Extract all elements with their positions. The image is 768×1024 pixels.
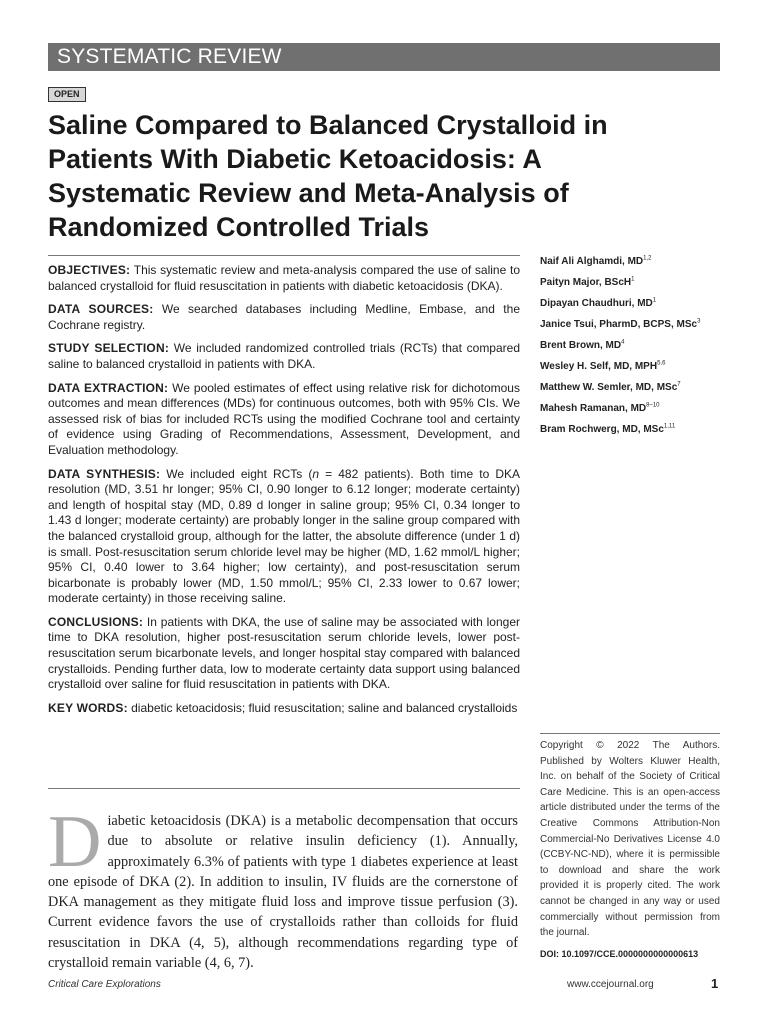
author-name: Paityn Major, BScH xyxy=(540,277,632,288)
article-title: Saline Compared to Balanced Crystalloid in Patients With Diabetic Ketoacidosis: A Systematic Review and Meta-Analysis of Randomized Controlled Trials xyxy=(48,110,608,242)
abstract-data-sources xyxy=(48,302,520,333)
author-affiliation: 1 xyxy=(631,276,635,283)
abstract-study-selection xyxy=(48,341,520,372)
section-banner xyxy=(48,43,720,71)
abstract-top-rule xyxy=(48,255,520,256)
abstract-objectives xyxy=(48,263,520,294)
author-affiliation: 1 xyxy=(652,297,657,304)
conclusions-text: In patients with DKA, the use of saline may be associated with longer time to DKA resolution, higher post-resuscitation serum chloride levels, lower post-resuscitation serum bicarbonate levels, and longer hospital stay compared with balanced crystalloids. Pending further data, low to moderate certainty data support using balanced crystalloid over saline for fluid resuscitation in patients with DKA. xyxy=(48,614,520,692)
data-synthesis-text-b: = 482 patients). Both time to DKA resolution (MD, 3.51 hr longer; 95% CI, 0.90 longer to 6.12 longer; moderate certainty) and length of hospital stay (MD, 0.89 d longer in saline group; 95% CI, 0.34 longer to 1.43 d longer; moderate certainty) are probably longer in the saline group compared with the balanced crystalloid group, although for the latter, the absolute difference (under 1 d) is small. Post-resuscitation serum chloride level may be higher (MD, 1.62 mmol/L higher; 95% CI, 0.40 lower to 3.64 higher; low certainty), and post-resuscitation serum bicarbonate is probably lower (MD, 1.50 mmol/L; 95% CI, 2.33 lower to 0.67 lower; moderate certainty) in those receiving saline. xyxy=(48,466,520,606)
data-extraction-text: We pooled estimates of effect using relative risk for dichotomous outcomes and mean differences (MDs) for continuous outcomes, both with 95% CIs. We assessed risk of bias for included RCTs using the modified Cochrane tool and certainty of evidence using Grading of Recommendations, Assessment, Development, and Evaluation methodology. xyxy=(48,380,520,457)
author-name: Dipayan Chaudhuri, MD xyxy=(540,298,653,309)
data-synthesis-text-a: We included eight RCTs ( xyxy=(160,466,313,481)
author-item xyxy=(540,377,730,398)
study-selection-text: We included randomized controlled trials (RCTs) that compared saline to balanced crystalloid in patients with DKA. xyxy=(48,341,521,371)
abstract-key-words xyxy=(48,701,520,717)
author-name: Matthew W. Semler, MD, MSc xyxy=(540,382,678,393)
author-list xyxy=(540,251,730,440)
abstract xyxy=(48,263,520,724)
journal-url[interactable]: www.ccejournal.org xyxy=(567,979,654,990)
conclusions-label: CONCLUSIONS: xyxy=(48,614,144,629)
page-number: 1 xyxy=(711,976,719,991)
section-label: SYSTEMATIC REVIEW xyxy=(57,45,282,68)
intro-paragraph xyxy=(48,801,518,973)
journal-name: Critical Care Explorations xyxy=(48,979,161,990)
author-name: Wesley H. Self, MD, MPH xyxy=(540,361,658,372)
objectives-label: OBJECTIVES: xyxy=(48,263,131,277)
data-extraction-label: DATA EXTRACTION: xyxy=(48,380,169,395)
key-words-text: diabetic ketoacidosis; fluid resuscitation; saline and balanced crystalloids xyxy=(127,700,518,715)
abstract-conclusions xyxy=(48,615,520,693)
author-affiliation: 1,11 xyxy=(663,423,676,430)
author-name: Brent Brown, MD xyxy=(540,340,622,351)
author-affiliation: 4 xyxy=(621,339,625,346)
author-item xyxy=(540,356,730,377)
author-name: Bram Rochwerg, MD, MSc xyxy=(540,424,664,435)
author-item xyxy=(540,272,730,293)
author-item xyxy=(540,398,730,419)
abstract-bottom-rule xyxy=(48,788,520,789)
doi-link[interactable]: DOI: 10.1097/CCE.0000000000000613 xyxy=(540,949,699,959)
abstract-data-extraction xyxy=(48,381,520,459)
author-affiliation: 5,6 xyxy=(657,360,666,367)
data-synthesis-label: DATA SYNTHESIS: xyxy=(48,466,161,481)
author-item xyxy=(540,419,730,440)
author-affiliation: 3 xyxy=(697,318,701,325)
key-words-label: KEY WORDS: xyxy=(48,700,128,715)
copyright-top-rule xyxy=(540,733,720,734)
author-affiliation: 8–10 xyxy=(646,402,660,409)
drop-cap: D xyxy=(48,801,102,883)
author-name: Janice Tsui, PharmD, BCPS, MSc xyxy=(540,319,698,330)
author-item xyxy=(540,251,730,272)
sample-size-symbol: n xyxy=(312,466,320,481)
objectives-text: This systematic review and meta-analysis compared the use of saline to balanced crystalloid for fluid resuscitation in patients with diabetic ketoacidosis (DKA). xyxy=(48,263,520,293)
author-item xyxy=(540,293,730,314)
data-sources-text: We searched databases including Medline, Embase, and the Cochrane registry. xyxy=(48,302,520,332)
abstract-data-synthesis xyxy=(48,467,520,607)
author-affiliation: 7 xyxy=(677,381,681,388)
author-name: Mahesh Ramanan, MD xyxy=(540,403,647,414)
author-item xyxy=(540,335,730,356)
author-name: Naif Ali Alghamdi, MD xyxy=(540,256,644,267)
author-affiliation: 1,2 xyxy=(643,255,652,262)
author-item xyxy=(540,314,730,335)
copyright-notice: Copyright © 2022 The Authors. Published by Wolters Kluwer Health, Inc. on behalf of the Society of Critical Care Medicine. This is an open-access article distributed under the terms of the Creative Commons Attribution-Non Commercial-No Derivatives License 4.0 (CCBY-NC-ND), where it is permissible to download and share the work provided it is properly cited. The work cannot be changed in any way or used commercially without permission from the journal. xyxy=(540,740,720,939)
data-sources-label: DATA SOURCES: xyxy=(48,302,154,317)
study-selection-label: STUDY SELECTION: xyxy=(48,341,170,356)
intro-text: iabetic ketoacidosis (DKA) is a metabolic decompensation that occurs due to absolute or relative insulin deficiency (1). Annually, approximately 6.3% of patients with type 1 diabetes experience at least one episode of DKA (2). In addition to insulin, IV fluids are the cornerstone of DKA management as they mitigate fluid loss and improve tissue perfusion (3). Current evidence favors the use of crystalloids rather than colloids for fluid resuscitation in DKA (4, 5), although recommendations regarding type of crystalloid remain variable (4, 6, 7). xyxy=(48,813,518,972)
open-access-badge: OPEN xyxy=(48,87,86,102)
